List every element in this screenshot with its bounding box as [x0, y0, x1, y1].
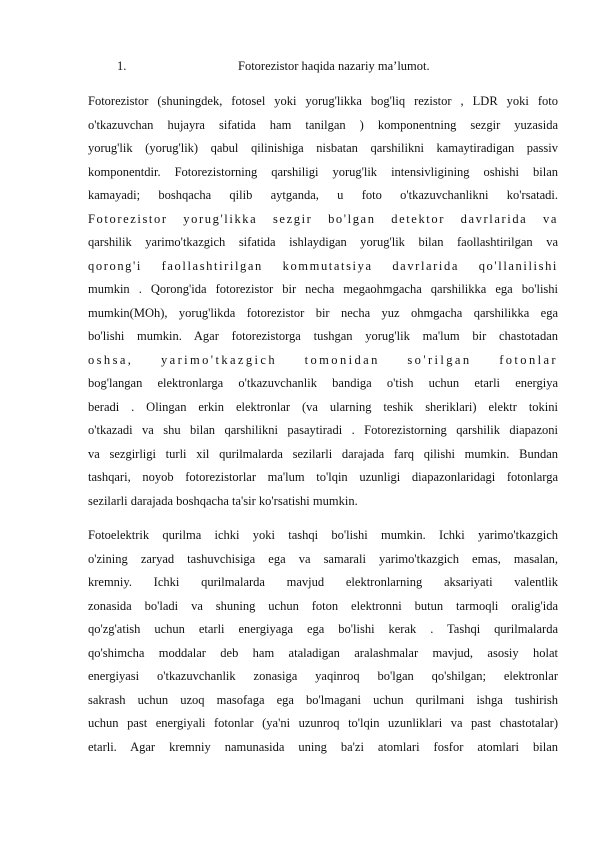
text-line: kamayadi; boshqacha qilib aytganda, u foto o'tkazuvchanlikni ko'rsatadi. — [88, 188, 558, 202]
text-line: o'zining zaryad tashuvchisiga ega va samarali yarimo'tkazgich emas, masalan, — [88, 551, 558, 566]
section-number: 1. — [117, 59, 127, 73]
section-title: Fotorezistor haqida nazariy ma’lumot. — [238, 59, 430, 73]
text-line: etarli. Agar kremniy namunasida uning ba'zi atomlari fosfor atomlari bilan — [88, 739, 558, 754]
text-line: tashqari, noyob fotorezistorlar ma'lum to'lqin uzunligi diapazonlaridagi fotonlarga — [88, 470, 558, 484]
text-line: qarshilik yarimo'tkazgich sifatida ishlaydigan yorug'lik bilan faollashtirilgan va — [88, 235, 558, 249]
text-line: komponentdir. Fotorezistorning qarshiligi yorug'lik intensivligining oshishi bilan — [88, 164, 558, 179]
text-line: sezilarli darajada boshqacha ta'sir ko'rsatishi mumkin. — [88, 493, 358, 508]
text-line: qorong'i faollashtirilgan kommutatsiya davrlarida qo'llanilishi — [88, 258, 558, 273]
text-line: oshsa, yarimo'tkazgich tomonidan so'rilgan fotonlar — [88, 352, 558, 367]
text-line: bo'lishi mumkin. Agar fotorezistorga tushgan yorug'lik ma'lum bir chastotadan — [88, 329, 558, 343]
paragraph-1 — [88, 90, 558, 513]
text-line: qo'zg'atish uchun etarli energiyaga ega bo'lishi kerak . Tashqi qurilmalarda — [88, 622, 558, 636]
text-line: va sezgirligi turli xil qurilmalarda sezilarli darajada farq qilishi mumkin. Bundan — [88, 446, 558, 461]
text-line: o'tkazuvchan hujayra sifatida ham tanilgan ) komponentning sezgir yuzasida — [88, 117, 558, 132]
text-line: mumkin(MOh), yorug'likda fotorezistor bir necha yuz ohmgacha qarshilikka ega — [88, 305, 558, 320]
text-line: o'tkazadi va shu bilan qarshilikni pasaytiradi . Fotorezistorning qarshilik diapazoni — [88, 423, 558, 437]
text-line: zonasida bo'ladi va shuning uchun foton elektronni butun tarmoqli oralig'ida — [88, 598, 558, 613]
text-line: sakrash uchun uzoq masofaga ega bo'lmagani uchun qurilmani ishga tushirish — [88, 692, 558, 707]
text-line: beradi . Olingan erkin elektronlar (va ularning teshik sheriklari) elektr tokini — [88, 399, 558, 414]
text-line: mumkin . Qorong'ida fotorezistor bir necha megaohmgacha qarshilikka ega bo'lishi — [88, 282, 558, 296]
text-line: Fotoelektrik qurilma ichki yoki tashqi bo'lishi mumkin. Ichki yarimo'tkazgich — [88, 528, 558, 542]
section-heading — [0, 58, 600, 74]
paragraph-2 — [88, 524, 558, 759]
text-line: energiyasi o'tkazuvchanlik zonasiga yaqinroq bo'lgan qo'shilgan; elektronlar — [88, 669, 558, 683]
text-line: Fotorezistor (shuningdek, fotosel yoki yorug'likka bog'liq rezistor , LDR yoki foto — [88, 94, 558, 108]
text-line: kremniy. Ichki qurilmalarda mavjud elektronlarning aksariyati valentlik — [88, 575, 558, 589]
document-body — [88, 90, 558, 759]
text-line: uchun past energiyali fotonlar (ya'ni uzunroq to'lqin uzunliklari va past chastotalar) — [88, 716, 558, 730]
text-line: qo'shimcha moddalar deb ham ataladigan aralashmalar mavjud, asosiy holat — [88, 645, 558, 660]
text-line: yorug'lik (yorug'lik) qabul qilinishiga nisbatan qarshilikni kamaytiradigan passiv — [88, 141, 558, 155]
text-line: bog'langan elektronlarga o'tkazuvchanlik bandiga o'tish uchun etarli energiya — [88, 376, 558, 390]
text-line: Fotorezistor yorug'likka sezgir bo'lgan detektor davrlarida va — [88, 211, 558, 226]
